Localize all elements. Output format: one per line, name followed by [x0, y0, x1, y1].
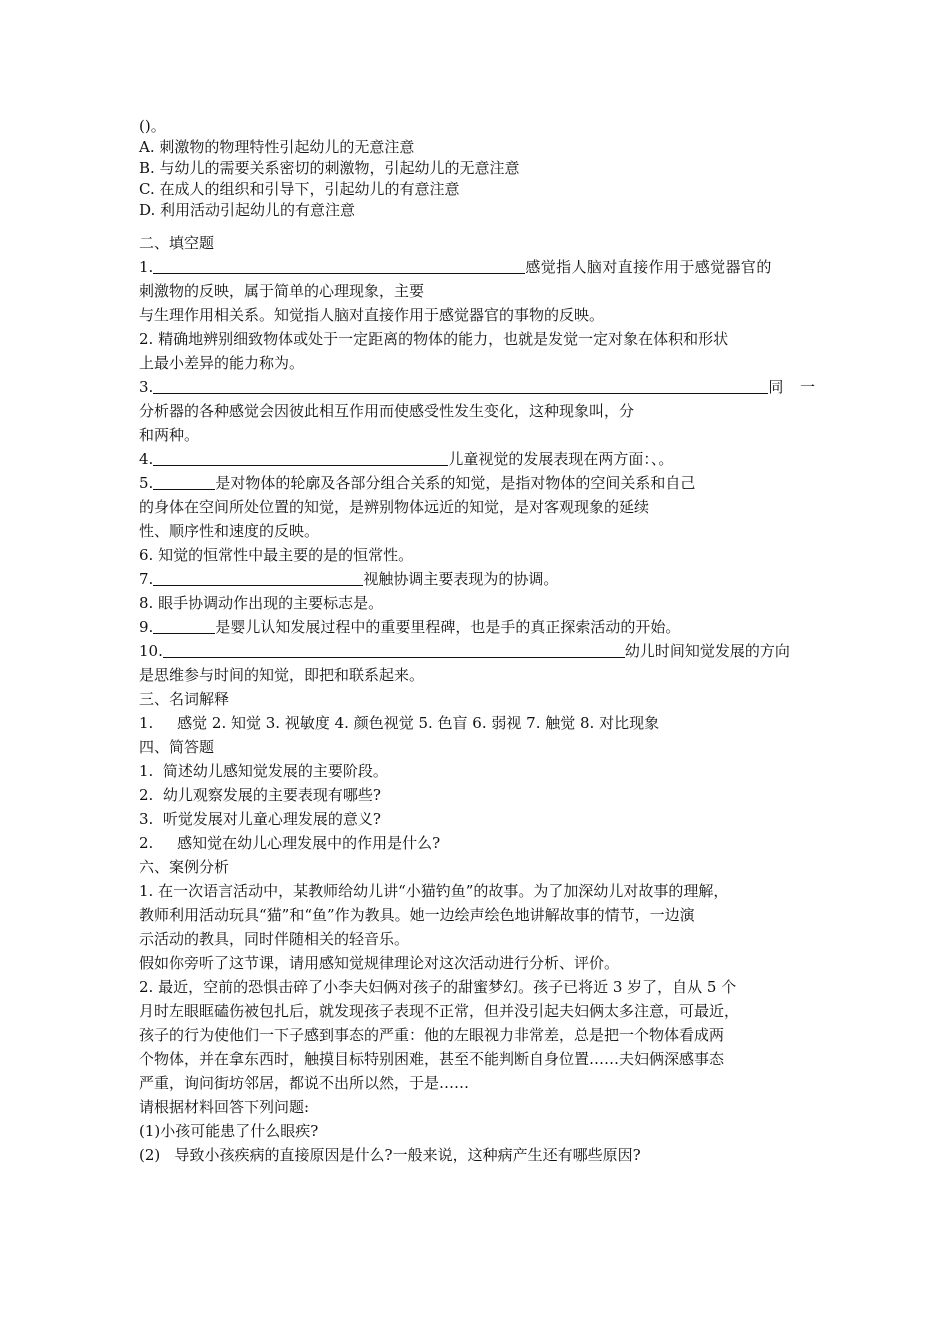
q-text: 儿童视觉的发展表现在两方面：、。 — [448, 450, 674, 468]
q-text: 感觉指人脑对直接作用于感觉器官的 — [525, 258, 772, 276]
q-text: 一 — [799, 378, 815, 396]
case2-line: 2. 最近，空前的恐惧击碎了小李夫妇俩对孩子的甜蜜梦幻。孩子已将近 3 岁了，自从 5 个 — [139, 978, 737, 996]
section-heading: 二、填空题 — [139, 234, 215, 252]
q-number: 5. — [139, 474, 154, 492]
q-text: 视触协调主要表现为的协调。 — [363, 570, 559, 588]
case2-line: 严重，询问街坊邻居，都说不出所以然，于是…… — [139, 1074, 470, 1092]
answer-blank — [153, 474, 215, 490]
case2-line: 孩子的行为使他们一下子感到事态的严重：他的左眼视力非常差，总是把一个物体看成两 — [139, 1026, 725, 1044]
q-number: 1. — [139, 258, 154, 276]
fill-q10-cont: 是思维参与时间的知觉，即把和联系起来。 — [139, 666, 425, 684]
fill-q6: 6. 知觉的恒常性中最主要的是的恒常性。 — [139, 546, 414, 564]
section-heading: 四、简答题 — [139, 738, 215, 756]
answer-blank — [153, 570, 363, 586]
short-answer-section — [139, 735, 819, 855]
option-b: B. 与幼儿的需要关系密切的刺激物，引起幼儿的无意注意 — [139, 159, 520, 177]
q-text: 是婴儿认知发展过程中的重要里程碑，也是手的真正探索活动的开始。 — [215, 618, 681, 636]
fill-q5-cont: 性、顺序性和速度的反映。 — [139, 522, 320, 540]
q-text: 幼儿时间知觉发展的方向 — [624, 642, 790, 660]
terms-list: 1. 感觉 2. 知觉 3. 视敏度 4. 颜色视觉 5. 色盲 6. 弱视 7. 触觉 8. 对比现象 — [139, 714, 660, 732]
q-text: 同 — [768, 378, 784, 396]
mcq-tail — [139, 116, 819, 221]
fill-q2: 2. 精确地辨别细致物体或处于一定距离的物体的能力，也就是发觉一定对象在体积和形状 — [139, 330, 729, 348]
fill-q1-cont: 刺激物的反映，属于简单的心理现象，主要 — [139, 282, 425, 300]
answer-blank — [153, 258, 525, 274]
fill-section — [139, 231, 819, 687]
fill-q3 — [139, 375, 815, 399]
section-heading: 三、名词解释 — [139, 690, 230, 708]
option-d: D. 利用活动引起幼儿的有意注意 — [139, 201, 356, 219]
q-text: 是对物体的轮廓及各部分组合关系的知觉，是指对物体的空间关系和自己 — [215, 474, 696, 492]
option-a: A. 刺激物的物理特性引起幼儿的无意注意 — [139, 138, 415, 156]
answer-blank — [163, 642, 625, 658]
section-heading: 六、案例分析 — [139, 858, 230, 876]
case2-line: 月时左眼眶磕伤被包扎后，就发现孩子表现不正常，但并没引起夫妇俩太多注意，可最近， — [139, 1002, 740, 1020]
case2-line: 个物体，并在拿东西时，触摸目标特别困难，甚至不能判断自身位置……夫妇俩深感事态 — [139, 1050, 725, 1068]
case-section — [139, 855, 819, 1167]
q-number: 10. — [139, 642, 163, 660]
case-question-1: (1)小孩可能患了什么眼疾? — [139, 1122, 319, 1140]
q-number: 4. — [139, 450, 154, 468]
case-question-2: (2) 导致小孩疾病的直接原因是什么?一般来说，这种病产生还有哪些原因? — [139, 1146, 641, 1164]
fill-q2-cont: 上最小差异的能力称为。 — [139, 354, 305, 372]
short-q3: 3. 听觉发展对儿童心理发展的意义? — [139, 810, 381, 828]
short-q2: 2. 幼儿观察发展的主要表现有哪些? — [139, 786, 381, 804]
case1-line: 1. 在一次语言活动中，某教师给幼儿讲“小猫钓鱼”的故事。为了加深幼儿对故事的理解， — [139, 882, 729, 900]
fill-q1-cont: 与生理作用相关系。知觉指人脑对直接作用于感觉器官的事物的反映。 — [139, 306, 605, 324]
short-q4: 2. 感知觉在幼儿心理发展中的作用是什么? — [139, 834, 441, 852]
answer-blank — [153, 618, 215, 634]
fill-q3-cont: 分析器的各种感觉会因彼此相互作用而使感受性发生变化，这种现象叫，分 — [139, 402, 635, 420]
fill-q5 — [139, 471, 819, 495]
q-number: 9. — [139, 618, 154, 636]
fill-q8: 8. 眼手协调动作出现的主要标志是。 — [139, 594, 384, 612]
fill-q9 — [139, 615, 819, 639]
option-c: C. 在成人的组织和引导下，引起幼儿的有意注意 — [139, 180, 460, 198]
q-number: 7. — [139, 570, 154, 588]
fill-q3-cont: 和两种。 — [139, 426, 200, 444]
answer-blank — [153, 378, 768, 394]
document-page — [139, 116, 819, 1167]
case1-line: 教师利用活动玩具“猫”和“鱼”作为教具。她一边绘声绘色地讲解故事的情节，一边演 — [139, 906, 695, 924]
fill-q1 — [139, 255, 819, 279]
fill-q4 — [139, 447, 819, 471]
case-prompt: 请根据材料回答下列问题: — [139, 1098, 310, 1116]
fill-q7 — [139, 567, 819, 591]
fill-q5-cont: 的身体在空间所处位置的知觉，是辨别物体远近的知觉，是对客观现象的延续 — [139, 498, 650, 516]
case1-line: 假如你旁听了这节课，请用感知觉规律理论对这次活动进行分析、评价。 — [139, 954, 620, 972]
q-number: 3. — [139, 378, 154, 396]
mcq-stem-end: ()。 — [139, 117, 166, 135]
case1-line: 示活动的教具，同时伴随相关的轻音乐。 — [139, 930, 410, 948]
terms-section — [139, 687, 819, 735]
answer-blank — [153, 450, 448, 466]
short-q1: 1. 简述幼儿感知觉发展的主要阶段。 — [139, 762, 388, 780]
fill-q10 — [139, 639, 819, 663]
